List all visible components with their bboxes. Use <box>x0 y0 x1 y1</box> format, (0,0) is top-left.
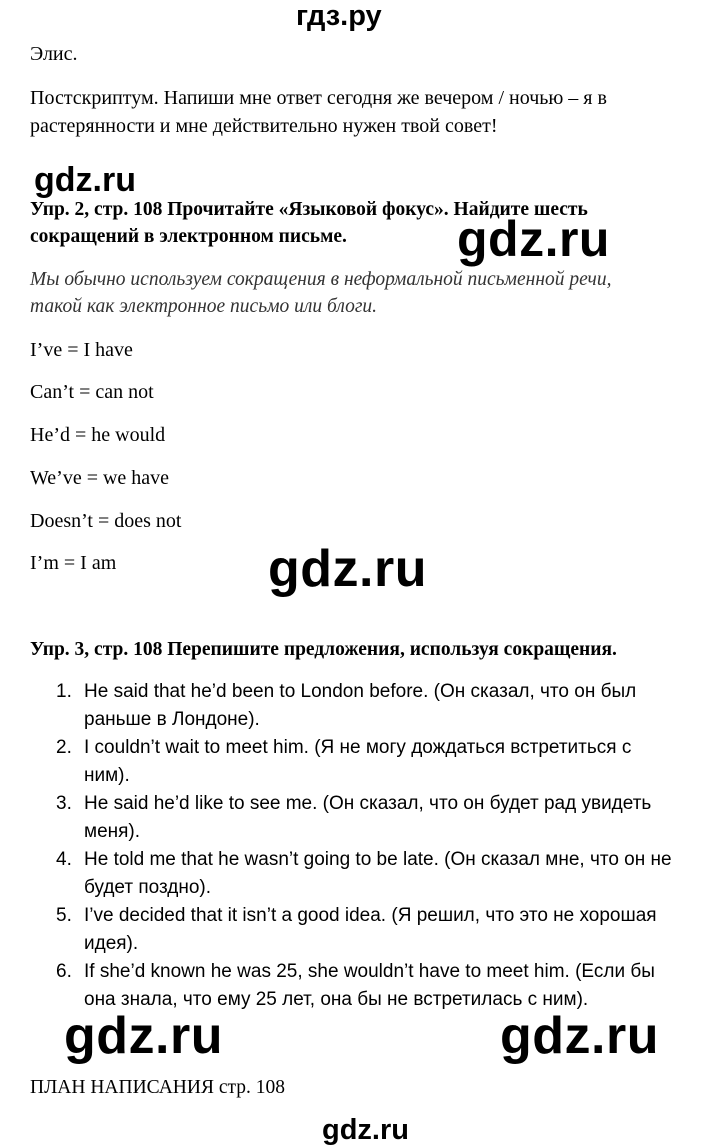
list-item-line: I couldn’t wait to meet him. (Я не могу дождаться встретиться с <box>84 737 632 758</box>
letter-signature: Элис. <box>30 43 78 65</box>
list-number: 6. <box>56 961 72 982</box>
exercise-2-note-line-1: Мы обычно используем сокращения в неформальной письменной речи, <box>30 269 612 290</box>
contraction-item: We’ve = we have <box>30 467 170 489</box>
list-number: 5. <box>56 905 72 926</box>
list-item-line: раньше в Лондоне). <box>84 709 260 730</box>
list-item-line: меня). <box>84 821 141 842</box>
list-item-line: He said that he’d been to London before. (Он сказал, что он был <box>84 681 637 702</box>
contraction-item: Can’t = can not <box>30 381 154 403</box>
contraction-item: Doesn’t = does not <box>30 510 182 532</box>
list-item-line: I’ve decided that it isn’t a good idea. (Я решил, что это не хорошая <box>84 905 657 926</box>
postscript-line-1: Постскриптум. Напиши мне ответ сегодня же вечером / ночью – я в <box>30 87 607 109</box>
contraction-item: I’m = I am <box>30 552 117 574</box>
list-item-line: она знала, что ему 25 лет, она бы не встретилась с ним). <box>84 989 589 1010</box>
list-number: 1. <box>56 681 72 702</box>
watermark-brand: gdz.ru <box>268 540 427 598</box>
watermark-bottom: gdz.ru <box>322 1114 409 1146</box>
list-item-line: ним). <box>84 765 130 786</box>
list-number: 3. <box>56 793 72 814</box>
watermark-top: гдз.ру <box>296 0 382 32</box>
list-item-line: He said he’d like to see me. (Он сказал, что он будет рад увидеть <box>84 793 652 814</box>
writing-plan-heading: ПЛАН НАПИСАНИЯ стр. 108 <box>30 1077 286 1098</box>
exercise-2-heading-line-2: сокращений в электронном письме. <box>30 226 347 247</box>
exercise-2-heading-line-1: Упр. 2, стр. 108 Прочитайте «Языковой фокус». Найдите шесть <box>30 199 588 220</box>
list-item-line: If she’d known he was 25, she wouldn’t have to meet him. (Если бы <box>84 961 655 982</box>
postscript-line-2: растерянности и мне действительно нужен твой совет! <box>30 115 498 137</box>
list-item-line: идея). <box>84 933 139 954</box>
list-item-line: будет поздно). <box>84 877 212 898</box>
list-item-line: He told me that he wasn’t going to be late. (Он сказал мне, что он не <box>84 849 672 870</box>
contraction-item: I’ve = I have <box>30 339 133 361</box>
watermark-brand: gdz.ru <box>64 1007 223 1065</box>
list-number: 2. <box>56 737 72 758</box>
watermark-brand: gdz.ru <box>500 1007 659 1065</box>
exercise-3-heading: Упр. 3, стр. 108 Перепишите предложения, используя сокращения. <box>30 639 617 660</box>
contraction-item: He’d = he would <box>30 424 166 446</box>
exercise-2-note-line-2: такой как электронное письмо или блоги. <box>30 296 378 317</box>
watermark-brand: gdz.ru <box>34 161 136 199</box>
list-number: 4. <box>56 849 72 870</box>
watermark-brand: gdz.ru <box>457 211 610 267</box>
